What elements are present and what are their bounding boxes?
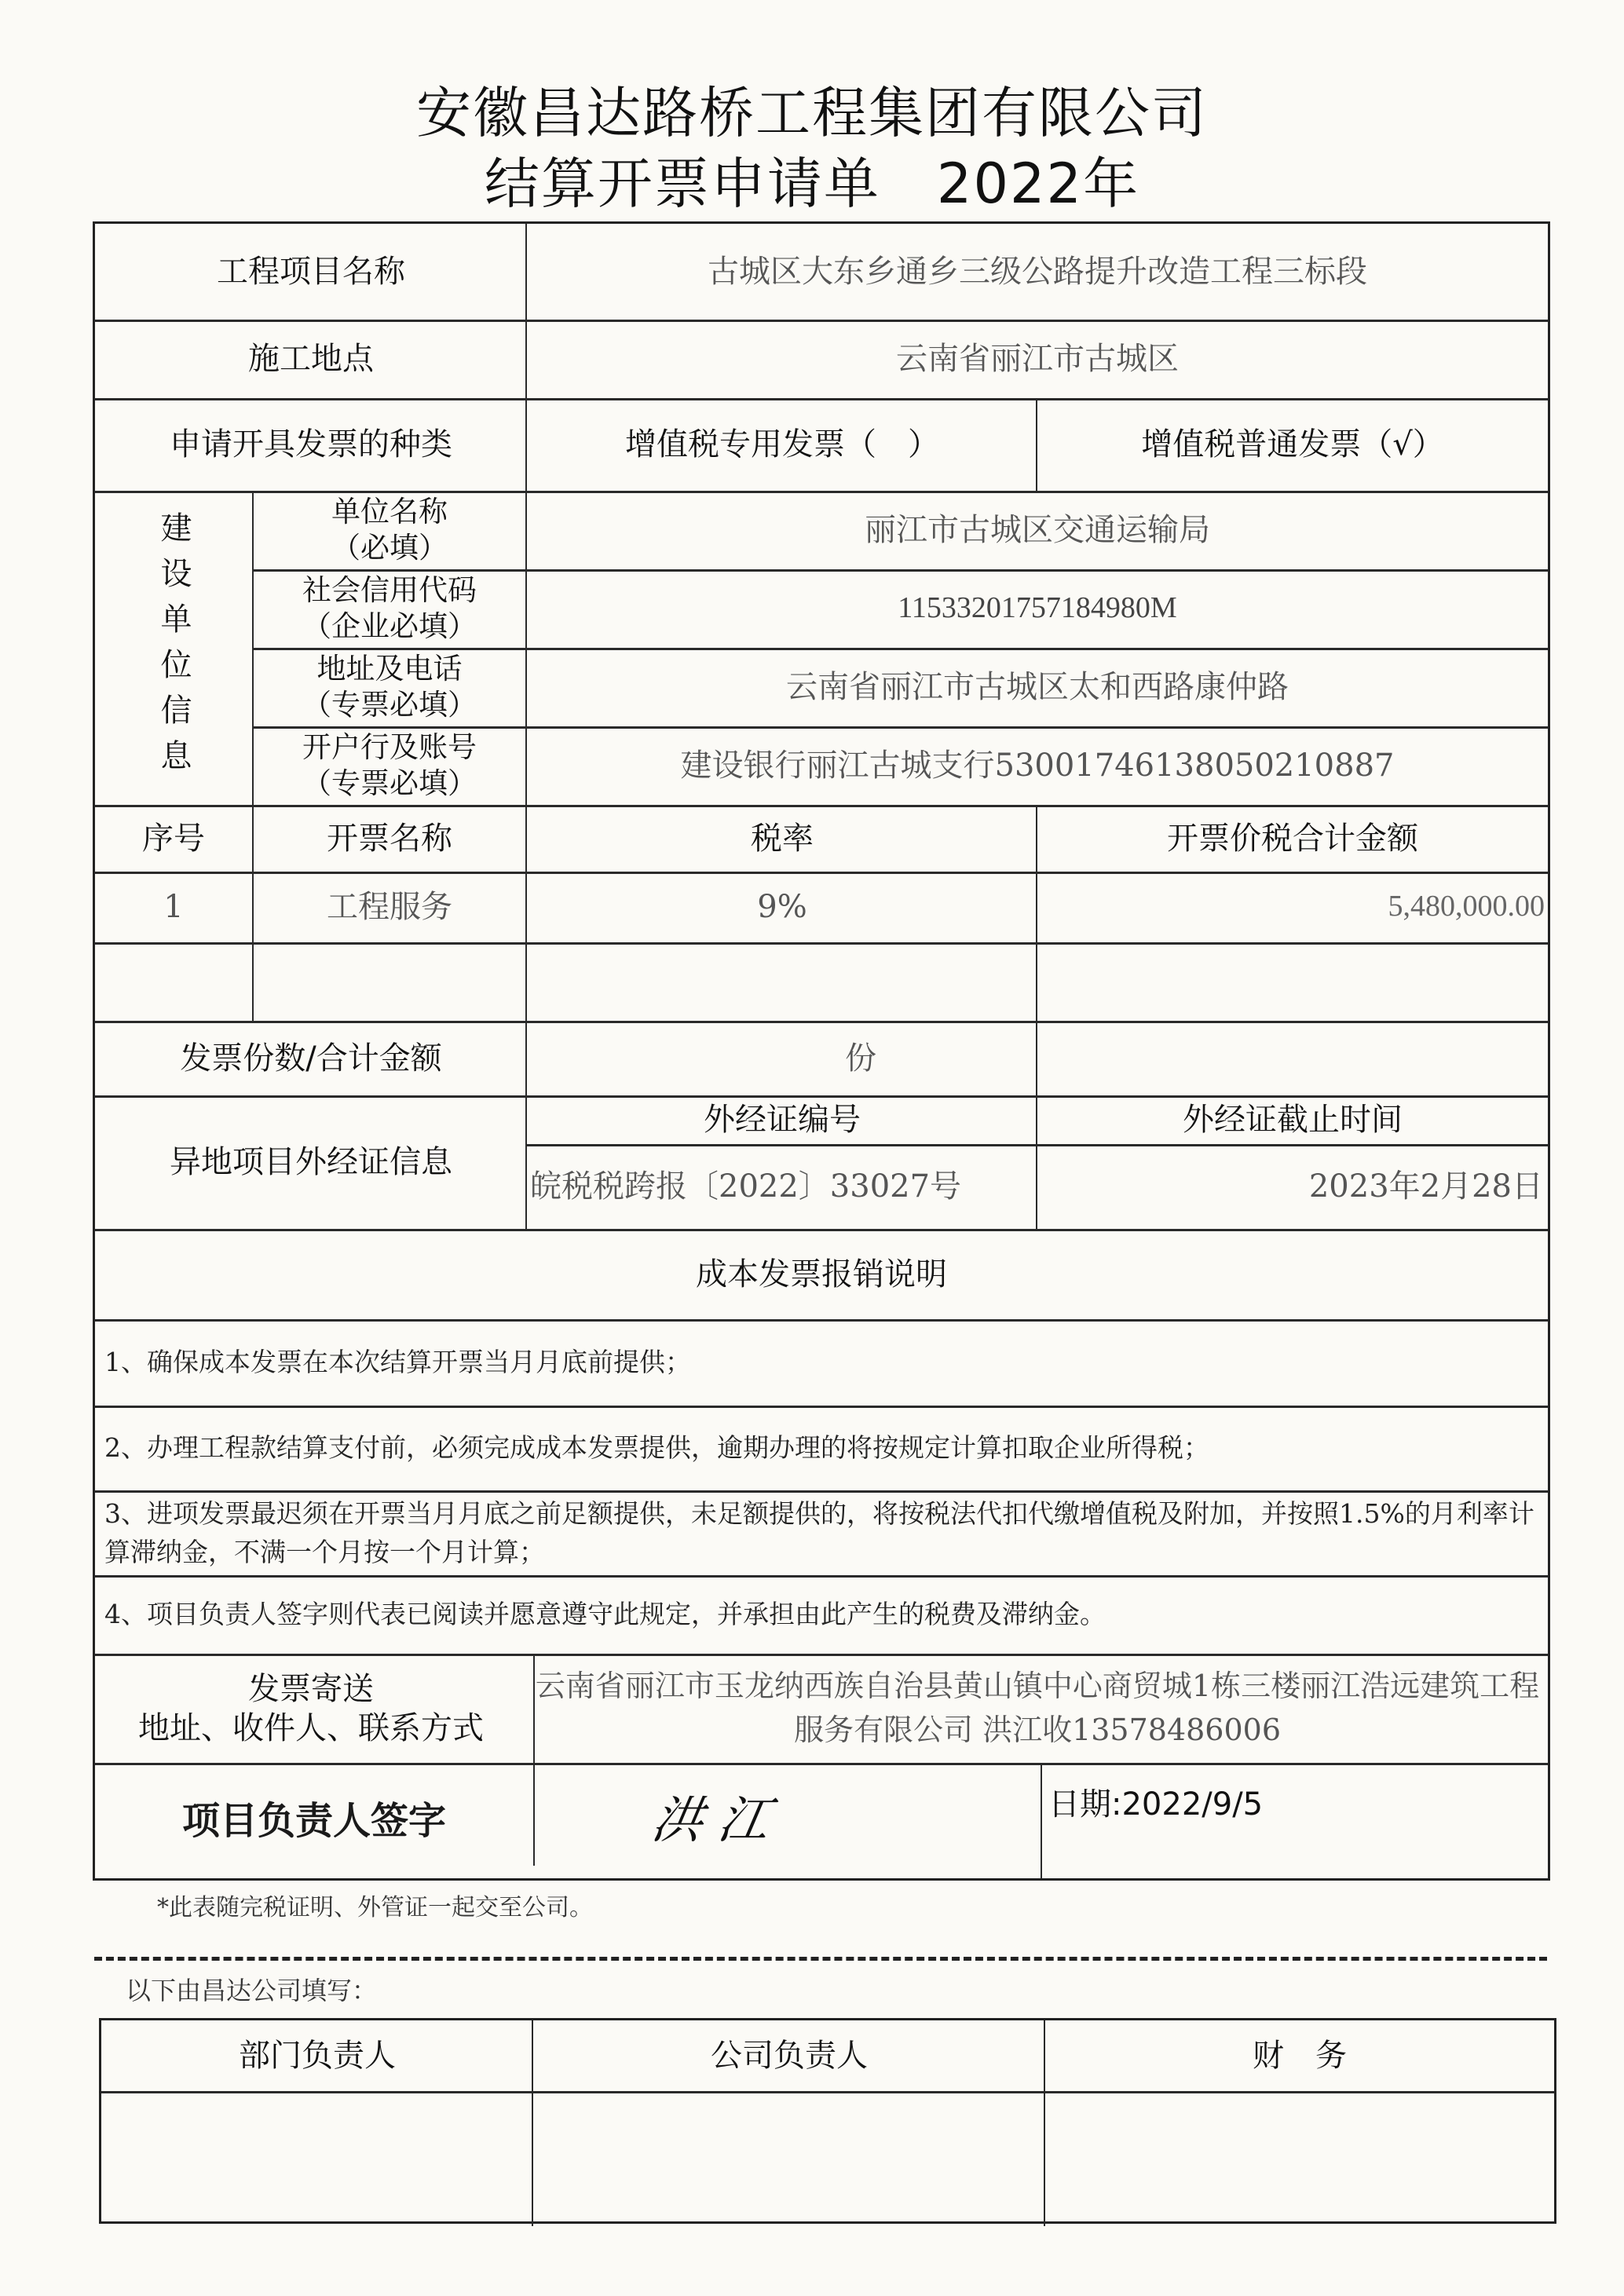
table-rule bbox=[532, 2020, 533, 2226]
signature[interactable]: 洪 江 bbox=[647, 1791, 774, 1850]
builder-field-label bbox=[252, 491, 527, 569]
address-phone-value[interactable]: 云南省丽江市古城区太和西路康仲路 bbox=[786, 669, 1289, 705]
special-vat-option[interactable]: 增值税专用发票（ ） bbox=[625, 426, 939, 462]
builder-info-group-label: 建设单位信息 bbox=[155, 511, 192, 784]
site-label: 施工地点 bbox=[248, 341, 374, 377]
signoff-label: 项目负责人签字 bbox=[181, 1798, 446, 1843]
permit-deadline-value[interactable]: 2023年2月28日 bbox=[1308, 1168, 1543, 1205]
cost-note-item: 4、项目负责人签字则代表已阅读并愿意遵守此规定，并承担由此产生的税费及滞纳金。 bbox=[104, 1599, 1106, 1630]
credit-code-hint: （企业必填） bbox=[302, 609, 477, 643]
table-rule bbox=[525, 1021, 527, 1095]
finance-signature-field[interactable] bbox=[1045, 2093, 1554, 2221]
cost-note-item: 1、确保成本发票在本次结算开票当月月底前提供； bbox=[104, 1347, 691, 1378]
table-row-rate[interactable] bbox=[527, 942, 1037, 1021]
credit-code-label: 社会信用代码 bbox=[302, 572, 477, 607]
table-rule bbox=[1036, 1095, 1037, 1229]
cost-note-item: 3、进项发票最迟须在开票当月月底之前足额提供，未足额提供的，将按税法代扣代缴增值税及附加，并按照1.5%的月利率计算滞纳金，不满一个月按一个月计算； bbox=[104, 1497, 1534, 1567]
table-row-no bbox=[95, 942, 252, 1021]
table-rule bbox=[1036, 1021, 1037, 1095]
footnote: *此表随完税证明、外管证一起交至公司。 bbox=[157, 1894, 593, 1921]
company-head-header: 公司负责人 bbox=[711, 2038, 868, 2074]
table-rule bbox=[525, 1095, 527, 1229]
permit-deadline-header: 外经证截止时间 bbox=[1183, 1102, 1403, 1138]
table-row-rate[interactable]: 9% bbox=[757, 889, 807, 925]
table-rule bbox=[252, 805, 254, 1021]
project-name-value[interactable]: 古城区大东乡通乡三级公路提升改造工程三标段 bbox=[708, 254, 1367, 290]
form-title: 结算开票申请单 2022年 bbox=[484, 152, 1140, 216]
company-approval-table bbox=[99, 2018, 1556, 2224]
permit-no-value[interactable]: 皖税税跨报〔2022〕33027号 bbox=[530, 1168, 962, 1205]
bank-account-value[interactable]: 建设银行丽江古城支行53001746138050210887 bbox=[680, 748, 1395, 784]
bank-account-label: 开户行及账号 bbox=[302, 729, 477, 764]
table-row-no: 1 bbox=[163, 889, 184, 925]
mailing-label-line2: 地址、收件人、联系方式 bbox=[138, 1709, 484, 1746]
total-amount-field[interactable] bbox=[1037, 1021, 1548, 1095]
permit-no-header: 外经证编号 bbox=[704, 1102, 861, 1138]
company-head-signature-field[interactable] bbox=[533, 2093, 1045, 2221]
permit-label: 异地项目外经证信息 bbox=[170, 1144, 452, 1180]
col-header-amount: 开票价税合计金额 bbox=[1167, 820, 1418, 857]
mailing-value[interactable]: 云南省丽江市玉龙纳西族自治县黄山镇中心商贸城1栋三楼丽江浩远建筑工程服务有限公司 洪江收13578486006 bbox=[535, 1669, 1540, 1747]
col-header-no: 序号 bbox=[142, 820, 205, 857]
cost-note-item: 2、办理工程款结算支付前，必须完成成本发票提供，逾期办理的将按规定计算扣取企业所得税； bbox=[104, 1432, 1209, 1464]
address-phone-hint: （专票必填） bbox=[302, 688, 477, 722]
company-section-intro: 以下由昌达公司填写： bbox=[126, 1976, 378, 2005]
unit-name-label: 单位名称 bbox=[331, 494, 448, 528]
ordinary-vat-option[interactable]: 增值税普通发票（√） bbox=[1141, 426, 1444, 462]
address-phone-label: 地址及电话 bbox=[316, 651, 463, 686]
builder-field-label bbox=[252, 569, 527, 648]
finance-header: 财 务 bbox=[1253, 2038, 1347, 2074]
totals-label: 发票份数/合计金额 bbox=[180, 1040, 442, 1077]
project-name-label: 工程项目名称 bbox=[217, 254, 405, 290]
bank-account-hint: （专票必填） bbox=[302, 766, 477, 800]
mailing-label-line1: 发票寄送 bbox=[248, 1670, 374, 1707]
table-rule bbox=[1036, 398, 1037, 491]
table-row-name[interactable]: 工程服务 bbox=[327, 889, 452, 925]
builder-field-label bbox=[252, 726, 527, 805]
table-rule bbox=[1036, 805, 1037, 1021]
signoff-date[interactable]: 日期:2022/9/5 bbox=[1048, 1786, 1264, 1823]
dept-head-header: 部门负责人 bbox=[239, 2038, 396, 2074]
credit-code-value[interactable]: 11533201757184980M bbox=[898, 591, 1177, 625]
table-row-amount[interactable] bbox=[1037, 942, 1548, 1021]
table-row-amount[interactable]: 5,480,000.00 bbox=[1388, 890, 1545, 923]
builder-field-label bbox=[252, 648, 527, 726]
mailing-label bbox=[95, 1654, 527, 1763]
invoice-count-field[interactable] bbox=[527, 1021, 1037, 1095]
dept-head-signature-field[interactable] bbox=[101, 2093, 533, 2221]
invoice-count-unit: 份 bbox=[845, 1040, 876, 1077]
cut-line-divider bbox=[94, 1957, 1547, 1961]
unit-name-value[interactable]: 丽江市古城区交通运输局 bbox=[865, 512, 1210, 548]
cost-notes-title: 成本发票报销说明 bbox=[696, 1256, 947, 1292]
site-value[interactable]: 云南省丽江市古城区 bbox=[896, 341, 1179, 377]
table-row-name[interactable] bbox=[252, 942, 527, 1021]
application-form bbox=[93, 221, 1550, 1881]
col-header-rate: 税率 bbox=[751, 820, 814, 857]
company-title: 安徽昌达路桥工程集团有限公司 bbox=[416, 81, 1208, 145]
col-header-name: 开票名称 bbox=[327, 820, 452, 857]
unit-name-hint: （必填） bbox=[331, 531, 448, 565]
invoice-type-label: 申请开具发票的种类 bbox=[170, 426, 452, 462]
table-rule bbox=[1044, 2020, 1045, 2226]
